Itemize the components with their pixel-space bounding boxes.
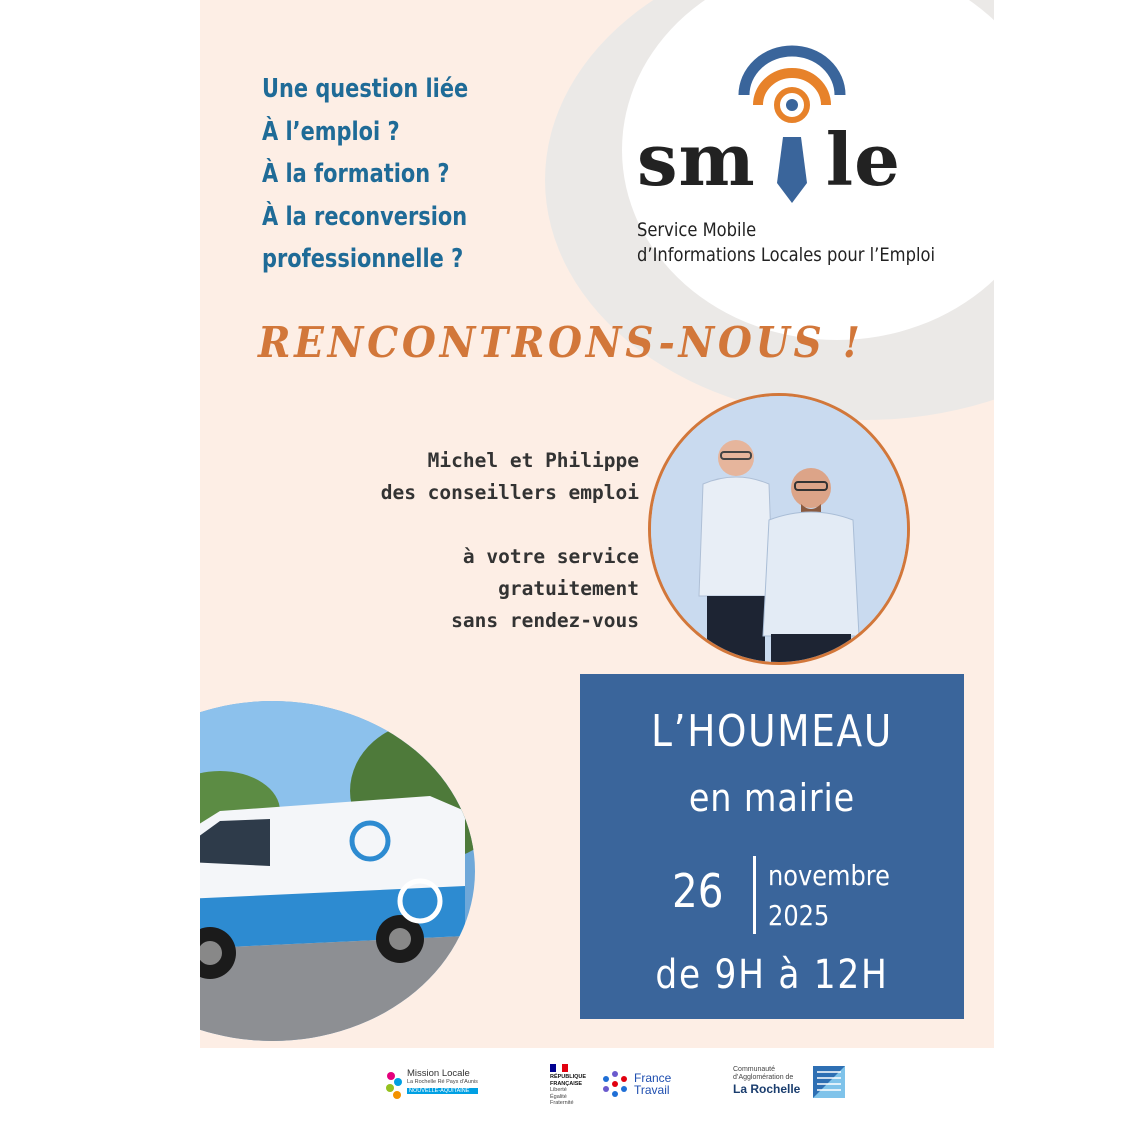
advisors-line: sans rendez-vous: [451, 609, 639, 632]
republique-motto: Liberté: [550, 1087, 567, 1093]
advisors-photo: [648, 393, 910, 665]
date-divider: [753, 856, 756, 934]
question-line: Une question liée: [262, 74, 469, 104]
republique-line2: FRANÇAISE: [550, 1080, 583, 1087]
agglo-line1: Communauté: [733, 1066, 776, 1073]
logo-wordmark: [637, 117, 901, 202]
event-month: novembre: [768, 859, 890, 892]
event-location: en mairie: [688, 776, 856, 820]
van-photo: [200, 701, 475, 1041]
partners-footer: [200, 1052, 994, 1125]
question-block: [262, 68, 468, 281]
logo-word-left: sm: [637, 117, 756, 202]
question-line: À la formation ?: [262, 159, 450, 189]
agglo-line3: La Rochelle: [733, 1082, 801, 1096]
van-illustration: [200, 701, 475, 1041]
advisors-line: Michel et Philippe: [427, 449, 639, 472]
question-line: À l’emploi ?: [262, 116, 400, 147]
logo-word-right: le: [825, 117, 901, 202]
advisors-line: des conseillers emploi: [380, 481, 639, 504]
mission-locale-tag: NOUVELLE-AQUITAINE: [407, 1088, 478, 1095]
mission-locale-sub: La Rochelle Ré Pays d’Aunis: [407, 1079, 478, 1085]
advisors-illustration: [651, 396, 907, 662]
smile-logo: [637, 35, 967, 280]
france-travail-line2: Travail: [634, 1083, 670, 1097]
event-info-box: [580, 674, 964, 1019]
advisors-line: à votre service: [462, 545, 639, 568]
logo-subtitle: [637, 218, 935, 268]
question-line: professionnelle ?: [262, 244, 464, 274]
logo-subtitle-line: d’Informations Locales pour l’Emploi: [637, 244, 936, 266]
france-travail-line1: France: [634, 1071, 672, 1085]
advisors-line: gratuitement: [498, 577, 639, 600]
event-day: 26: [672, 864, 724, 918]
headline: RENCONTRONS-NOUS !: [258, 318, 864, 367]
event-place: L’HOUMEAU: [651, 706, 893, 757]
event-month-year: [768, 856, 890, 936]
french-flag-icon: [550, 1064, 568, 1072]
logo-subtitle-line: Service Mobile: [637, 219, 757, 241]
mission-locale-icon: [383, 1068, 405, 1104]
event-hours: de 9H à 12H: [655, 952, 889, 998]
question-line: À la reconversion: [262, 201, 468, 232]
france-travail-icon: [600, 1068, 630, 1100]
advisors-text: [381, 445, 639, 637]
republique-line1: RÉPUBLIQUE: [550, 1074, 587, 1080]
event-year: 2025: [768, 899, 830, 932]
mission-locale-name: Mission Locale: [407, 1068, 470, 1079]
agglo-line2: d’Agglomération de: [733, 1074, 794, 1081]
republique-motto: Fraternité: [550, 1100, 574, 1106]
republique-motto: Égalité: [550, 1093, 567, 1100]
agglo-emblem-icon: [813, 1066, 845, 1098]
poster: [200, 0, 994, 1048]
